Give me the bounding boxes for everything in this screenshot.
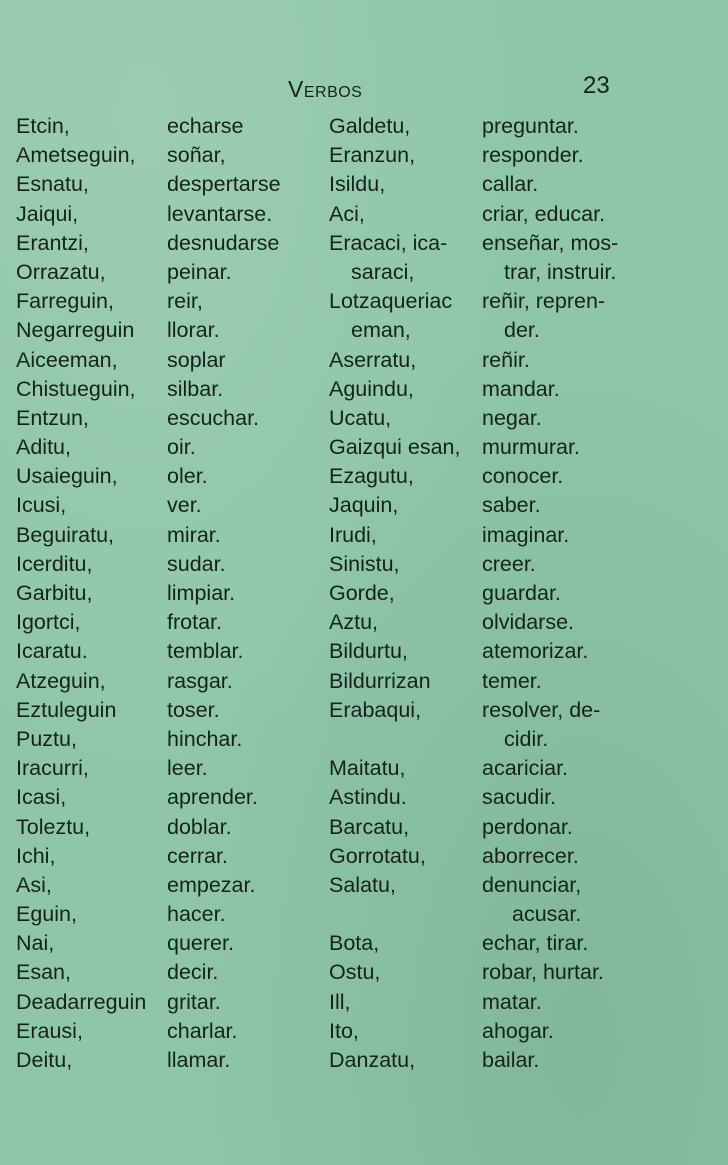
basque-word: Toleztu,: [16, 814, 91, 839]
basque-word: Danzatu,: [329, 1048, 416, 1072]
spanish-word: sacudir.: [482, 785, 557, 810]
basque-word: Aditu,: [16, 435, 71, 460]
basque-word: Ezagutu,: [329, 464, 414, 489]
spanish-word: aprender.: [167, 785, 258, 810]
spanish-word: temer.: [482, 668, 542, 693]
spanish-word: rasgar.: [167, 668, 233, 693]
basque-word: saraci,: [351, 259, 415, 284]
basque-word: Aiceeman,: [16, 347, 118, 372]
spanish-word: trar, instruir.: [504, 259, 617, 284]
basque-word: Sinistu,: [329, 551, 400, 576]
basque-word: eman,: [351, 318, 411, 343]
spanish-translations-right-column: [482, 112, 618, 1075]
spanish-word: cerrar.: [167, 843, 228, 868]
spanish-word: reñir.: [482, 347, 530, 372]
basque-word: Negarreguin: [16, 318, 135, 343]
basque-word: Nai,: [16, 931, 55, 956]
spanish-word: perdonar.: [482, 814, 573, 839]
spanish-word: empezar.: [167, 872, 256, 897]
basque-word: Icerditu,: [16, 551, 93, 576]
basque-word: Ostu,: [329, 960, 381, 985]
basque-word: Eranzun,: [329, 143, 416, 168]
basque-word: Atzeguin,: [16, 668, 106, 693]
basque-word: Erabaqui,: [329, 697, 422, 722]
spanish-word: creer.: [482, 551, 536, 576]
spanish-word: toser.: [167, 697, 220, 722]
spanish-word: charlar.: [167, 1018, 238, 1043]
spanish-word: bailar.: [482, 1048, 540, 1072]
spanish-word: soñar,: [167, 143, 226, 168]
spanish-word: guardar.: [482, 581, 561, 605]
basque-word: Salatu,: [329, 872, 396, 897]
basque-word: Bildurrizan: [329, 668, 431, 693]
spanish-word: robar, hurtar.: [482, 960, 604, 985]
basque-word: Jaquin,: [329, 493, 399, 518]
spanish-word: negar.: [482, 405, 542, 430]
spanish-word: sudar.: [167, 551, 226, 576]
basque-word: Usaieguin,: [16, 464, 118, 489]
page-number: 23: [583, 72, 610, 99]
spanish-word: saber.: [482, 493, 541, 518]
spanish-word: despertarse: [167, 172, 281, 197]
spanish-word: llamar.: [167, 1048, 231, 1072]
spanish-word: echarse: [167, 114, 244, 138]
spanish-word: conocer.: [482, 464, 564, 489]
basque-word: Bota,: [329, 931, 380, 956]
spanish-word: responder.: [482, 143, 584, 168]
basque-word: Astindu.: [329, 785, 407, 810]
spanish-word: imaginar.: [482, 522, 570, 547]
basque-word: Galdetu,: [329, 114, 411, 138]
spanish-word: gritar.: [167, 989, 221, 1014]
basque-word: Garbitu,: [16, 581, 93, 605]
spanish-word: criar, educar.: [482, 201, 606, 226]
basque-word: Ucatu,: [329, 405, 392, 430]
basque-word: Beguiratu,: [16, 522, 115, 547]
spanish-word: ahogar.: [482, 1018, 554, 1043]
basque-word: Barcatu,: [329, 814, 410, 839]
spanish-word: aborrecer.: [482, 843, 579, 868]
basque-word: Aguindu,: [329, 376, 414, 401]
spanish-word: oler.: [167, 464, 208, 489]
spanish-word: acariciar.: [482, 756, 569, 781]
basque-word: Puztu,: [16, 726, 77, 751]
basque-word: [329, 725, 460, 754]
spanish-word: preguntar.: [482, 114, 579, 138]
basque-word: Asi,: [16, 872, 52, 897]
spanish-word: echar, tirar.: [482, 931, 589, 956]
spanish-word: ver.: [167, 493, 202, 518]
basque-word: Isildu,: [329, 172, 386, 197]
spanish-word: hinchar.: [167, 726, 243, 751]
page-title: Verbos: [288, 76, 363, 102]
basque-word: Ametseguin,: [16, 143, 136, 168]
spanish-word: acusar.: [512, 902, 582, 927]
basque-word: Eguin,: [16, 902, 77, 927]
spanish-word: resolver, de-: [482, 697, 601, 722]
spanish-word: murmurar.: [482, 435, 580, 460]
basque-word: Aserratu,: [329, 347, 417, 372]
basque-word: Gaizqui esan,: [329, 435, 461, 460]
spanish-word: silbar.: [167, 376, 224, 401]
basque-word: Irudi,: [329, 522, 377, 547]
basque-word: Entzun,: [16, 405, 89, 430]
basque-word: Etcin,: [16, 114, 70, 138]
spanish-word: frotar.: [167, 610, 222, 635]
spanish-word: hacer.: [167, 902, 226, 927]
basque-verbs-right-column: [329, 112, 460, 1075]
spanish-word: limpiar.: [167, 581, 236, 605]
spanish-word: mandar.: [482, 376, 560, 401]
spanish-word: enseñar, mos-: [482, 230, 619, 255]
spanish-word: cidir.: [504, 726, 549, 751]
spanish-word: querer.: [167, 931, 234, 956]
spanish-translations-left-column: [167, 112, 281, 1075]
basque-word: Esan,: [16, 960, 71, 985]
spanish-word: escuchar.: [167, 405, 260, 430]
basque-word: Farreguin,: [16, 289, 114, 314]
basque-verbs-left-column: [16, 112, 146, 1075]
basque-word: Deadarreguin: [16, 989, 147, 1014]
basque-word: Jaiqui,: [16, 201, 79, 226]
basque-word: Ito,: [329, 1018, 359, 1043]
basque-word: Maitatu,: [329, 756, 406, 781]
page-header: [0, 72, 728, 110]
basque-word: Ill,: [329, 989, 351, 1014]
spanish-word: leer.: [167, 756, 208, 781]
basque-word: Gorde,: [329, 581, 395, 605]
spanish-word: levantarse.: [167, 201, 273, 226]
basque-word: Aztu,: [329, 610, 378, 635]
basque-word: Ichi,: [16, 843, 56, 868]
spanish-word: peinar.: [167, 259, 232, 284]
basque-word: Icasi,: [16, 785, 67, 810]
basque-word: Erantzi,: [16, 230, 89, 255]
basque-word: Deitu,: [16, 1048, 73, 1072]
basque-word: Igortci,: [16, 610, 81, 635]
basque-word: Chistueguin,: [16, 376, 136, 401]
basque-word: Icaratu.: [16, 639, 88, 664]
spanish-word: denunciar,: [482, 872, 582, 897]
spanish-word: callar.: [482, 172, 539, 197]
basque-word: Gorrotatu,: [329, 843, 426, 868]
spanish-word: desnudarse: [167, 230, 280, 255]
spanish-word: atemorizar.: [482, 639, 589, 664]
basque-word: Eracaci, ica-: [329, 230, 448, 255]
basque-word: Orrazatu,: [16, 259, 106, 284]
spanish-word: temblar.: [167, 639, 244, 664]
spanish-word: der.: [504, 318, 540, 343]
basque-word: Erausi,: [16, 1018, 83, 1043]
basque-word: [329, 900, 460, 929]
spanish-word: oir.: [167, 435, 196, 460]
spanish-word: mirar.: [167, 522, 221, 547]
spanish-word: matar.: [482, 989, 542, 1014]
basque-word: Esnatu,: [16, 172, 89, 197]
spanish-word: decir.: [167, 960, 219, 985]
basque-word: Bildurtu,: [329, 639, 408, 664]
basque-word: Iracurri,: [16, 756, 89, 781]
spanish-word: llorar.: [167, 318, 220, 343]
spanish-word: reñir, repren-: [482, 289, 606, 314]
basque-word: Lotzaqueriac: [329, 289, 453, 314]
basque-word: Eztuleguin: [16, 697, 117, 722]
basque-word: Aci,: [329, 201, 365, 226]
spanish-word: olvidarse.: [482, 610, 575, 635]
spanish-word: doblar.: [167, 814, 232, 839]
basque-word: Icusi,: [16, 493, 67, 518]
spanish-word: soplar: [167, 347, 226, 372]
spanish-word: reir,: [167, 289, 203, 314]
